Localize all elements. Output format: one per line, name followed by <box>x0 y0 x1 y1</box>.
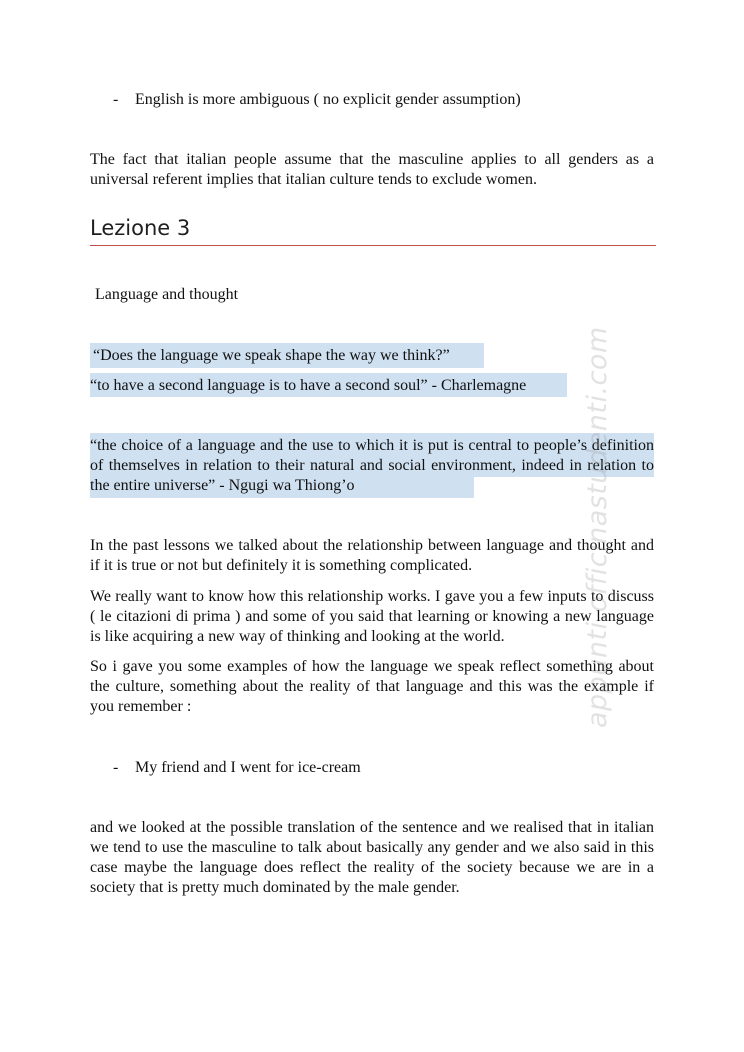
quote-1: “Does the language we speak shape the way we think?” <box>93 347 450 364</box>
section-subtitle: Language and thought <box>95 286 239 303</box>
section-heading: Lezione 3 <box>90 216 191 240</box>
bullet-item-example: My friend and I went for ice-cream <box>135 759 361 776</box>
bullet-marker: - <box>113 91 119 108</box>
quote-2: “to have a second language is to have a second soul” - Charlemagne <box>90 377 527 394</box>
paragraph-2: We really want to know how this relationship works. I gave you a few inputs to discuss ( le citazioni di prima ) and some of you said that learning or knowing a new language is like acquiring a new way of thinking and looking at the world. <box>90 588 654 645</box>
paragraph-4: and we looked at the possible translation of the sentence and we realised that in italian we tend to use the masculine to talk about basically any gender and we also said in this case maybe the language does reflect the reality of the society because we are in a society that is pretty much dominated by the male gender. <box>90 819 654 896</box>
watermark: appunti.officinastudenti.com <box>582 326 613 728</box>
paragraph-intro: The fact that italian people assume that the masculine applies to all genders as a universal referent implies that italian culture tends to exclude women. <box>90 151 654 188</box>
bullet-marker: - <box>113 759 119 776</box>
paragraph-1: In the past lessons we talked about the relationship between language and thought and if it is true or not but definitely it is something complicated. <box>90 537 654 574</box>
quote-3: “the choice of a language and the use to which it is put is central to people’s definition of themselves in relation to their natural and social environment, indeed in relation to the entire universe” - Ngugi wa Thiong’o <box>90 437 654 494</box>
heading-rule <box>90 245 656 246</box>
paragraph-3: So i gave you some examples of how the language we speak reflect something about the culture, something about the reality of that language and this was the example if you remember : <box>90 658 654 715</box>
bullet-item-english: English is more ambiguous ( no explicit gender assumption) <box>135 91 521 108</box>
